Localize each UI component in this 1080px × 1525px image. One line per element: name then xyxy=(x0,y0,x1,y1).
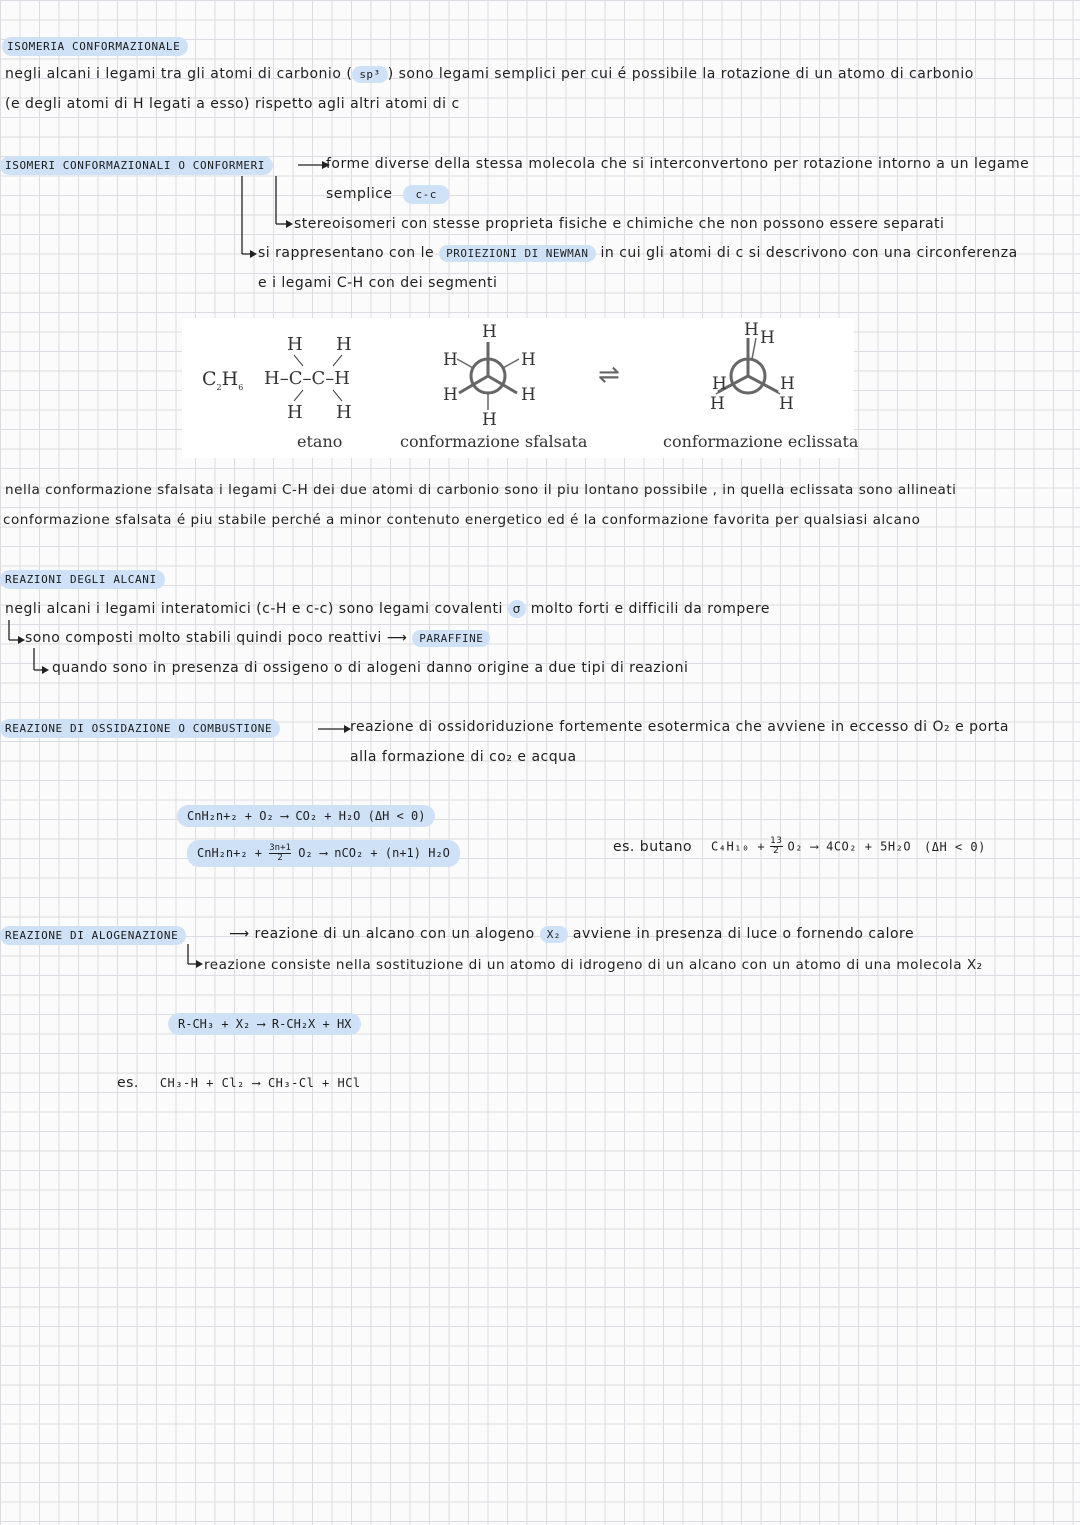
chloromethane-example xyxy=(117,1075,361,1091)
paraffine-tag: PARAFFINE xyxy=(412,630,490,647)
butano-dh: (ΔH < 0) xyxy=(924,839,986,854)
alogenazione-line-2: reazione consiste nella sostituzione di un atomo di idrogeno di un alcano con un atomo di una molecola X₂ xyxy=(204,957,983,973)
chloro-label: es. xyxy=(117,1075,139,1091)
paraffine-arrow: ⟶ xyxy=(386,630,413,646)
alogenazione-line-1 xyxy=(229,926,914,942)
stabili-text: sono composti molto stabili quindi poco reattivi xyxy=(25,630,382,646)
reazioni-line-3: quando sono in presenza di ossigeno o di alogeni danno origine a due tipi di reazioni xyxy=(52,660,689,676)
x2-tag: X₂ xyxy=(540,926,568,943)
legami-text: negli alcani i legami interatomici (c-H e c-c) sono legami covalenti xyxy=(5,601,503,617)
eclipsed-h-top-2: H xyxy=(760,328,775,348)
formula-sub-2: 2 xyxy=(216,382,222,392)
conformeri-line-3: stereoisomeri con stesse proprieta fisiche e chimiche che non possono essere separati xyxy=(294,216,945,232)
section-title-isomeria: ISOMERIA CONFORMAZIONALE xyxy=(2,37,188,56)
butano-example xyxy=(613,837,986,856)
reazioni-line-2 xyxy=(25,630,490,646)
combustion-equation-1: CnH₂n+₂ + O₂ ⟶ CO₂ + H₂O (ΔH < 0) xyxy=(177,805,435,827)
sfalsata-explanation-1: nella conformazione sfalsata i legami C-H dei due atomi di carbonio sono il piu lontano possibile , in quella eclissata sono allineati xyxy=(5,482,957,498)
formula-c: C xyxy=(202,368,217,390)
butano-reagent: C₄H₁₀ + xyxy=(711,839,766,854)
reazioni-connector-lines xyxy=(4,618,64,688)
staggered-h-ul: H xyxy=(443,350,458,370)
struct-chain: H–C–C–H xyxy=(264,368,350,389)
eclipsed-h-left-2: H xyxy=(710,394,725,414)
conformeri-line-5: e i legami C-H con dei segmenti xyxy=(258,275,498,291)
isomeria-text-1a: negli alcani i legami tra gli atomi di carbonio ( xyxy=(5,66,353,82)
eq2-fraction xyxy=(269,844,291,863)
eq2-products: O₂ ⟶ nCO₂ + (n+1) H₂O xyxy=(298,846,450,860)
staggered-h-top: H xyxy=(482,322,497,342)
ethane-structure xyxy=(262,334,382,426)
eq2-frac-top: 3n+1 xyxy=(269,843,291,853)
butano-products: O₂ ⟶ 4CO₂ + 5H₂O xyxy=(787,839,912,854)
conformeri-line-1: forme diverse della stessa molecola che si interconvertono per rotazione intorno a un legame xyxy=(326,156,1030,172)
ossidazione-arrow xyxy=(318,723,352,735)
alogenazione-arrow-glyph: ⟶ xyxy=(229,926,255,942)
eclipsed-h-left-1: H xyxy=(712,374,727,394)
butano-frac-bot: 2 xyxy=(773,846,780,856)
ossidazione-line-2: alla formazione di co₂ e acqua xyxy=(350,749,577,765)
section-title-reazioni: REAZIONI DEGLI ALCANI xyxy=(0,570,165,589)
sigma-badge: σ xyxy=(508,600,526,618)
eclipsed-h-right-2: H xyxy=(779,394,794,414)
struct-h-bot-1: H xyxy=(287,402,303,423)
label-etano: etano xyxy=(297,432,343,451)
eclipsed-h-top-1: H xyxy=(744,320,759,340)
conformeri-line-2 xyxy=(326,186,449,202)
isomeria-line-1 xyxy=(5,66,974,82)
staggered-h-lr: H xyxy=(521,385,536,405)
conformeri-line-4 xyxy=(258,245,1018,261)
butano-label: es. butano xyxy=(613,838,693,855)
label-eclissata: conformazione eclissata xyxy=(663,432,859,451)
forti-text: molto forti e difficili da rompere xyxy=(530,601,770,617)
ossidazione-line-1: reazione di ossidoriduzione fortemente esotermica che avviene in eccesso di O₂ e porta xyxy=(350,719,1009,735)
struct-h-top-1: H xyxy=(287,334,303,355)
struct-bonds xyxy=(262,334,382,426)
section-title-alogenazione: REAZIONE DI ALOGENAZIONE xyxy=(0,926,186,945)
eq2-reagent: CnH₂n+₂ + xyxy=(197,846,263,860)
butano-fraction xyxy=(770,837,782,856)
reazioni-line-1 xyxy=(5,600,770,618)
eclipsed-h-right-1: H xyxy=(780,374,795,394)
formula-sub-6: 6 xyxy=(238,382,244,392)
semplice-text: semplice xyxy=(326,186,393,202)
newman-tag: PROIEZIONI DI NEWMAN xyxy=(439,245,595,262)
eq2-frac-bot: 2 xyxy=(277,853,283,863)
combustion-equation-2 xyxy=(187,840,460,867)
chloro-equation: CH₃-H + Cl₂ ⟶ CH₃-Cl + HCl xyxy=(159,1076,361,1090)
isomeria-line-2: (e degli atomi di H legati a esso) rispetto agli altri atomi di c xyxy=(5,96,460,112)
staggered-h-bottom: H xyxy=(482,410,497,430)
alogeno-text: reazione di un alcano con un alogeno xyxy=(254,926,535,942)
struct-h-bot-2: H xyxy=(336,402,352,423)
ethane-formula xyxy=(202,368,243,392)
staggered-h-ur: H xyxy=(521,350,536,370)
formula-h: H xyxy=(221,368,239,390)
isomeria-text-1b: ) sono legami semplici per cui é possibile la rotazione di un atomo di carbonio xyxy=(387,66,974,82)
sp3-tag: sp³ xyxy=(352,66,387,83)
struct-h-top-2: H xyxy=(336,334,352,355)
section-title-ossidazione: REAZIONE DI OSSIDAZIONE O COMBUSTIONE xyxy=(0,719,280,738)
equilibrium-arrow: ⇌ xyxy=(598,360,620,390)
sfalsata-explanation-2: conformazione sfalsata é piu stabile perché a minor contenuto energetico ed é la conformazione favorita per qualsiasi alcano xyxy=(3,512,921,528)
cc-tag: c-c xyxy=(403,185,448,204)
butano-frac-top: 13 xyxy=(770,836,783,846)
circonferenza-text: in cui gli atomi di c si descrivono con una circonferenza xyxy=(600,245,1018,261)
rappresentano-text: si rappresentano con le xyxy=(258,245,435,261)
section-title-conformeri: ISOMERI CONFORMAZIONALI O CONFORMERI xyxy=(0,156,273,175)
staggered-h-ll: H xyxy=(443,385,458,405)
luce-text: avviene in presenza di luce o fornendo calore xyxy=(572,926,915,942)
label-sfalsata: conformazione sfalsata xyxy=(400,432,588,451)
halogenation-equation: R-CH₃ + X₂ ⟶ R-CH₂X + HX xyxy=(168,1013,361,1035)
